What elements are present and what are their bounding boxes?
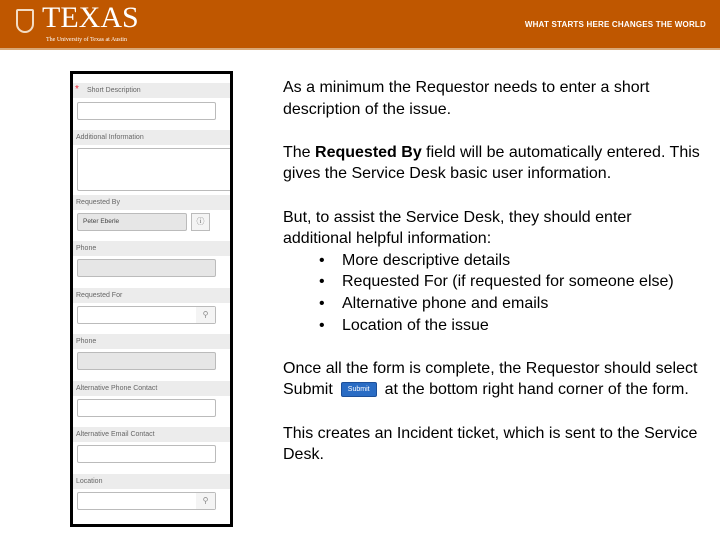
requested-by-emphasis: Requested By bbox=[315, 143, 422, 161]
label-text: Short Description bbox=[87, 87, 141, 94]
text: The bbox=[283, 143, 316, 161]
paragraph-3 bbox=[283, 207, 703, 337]
text: field will be automatically entered. This gives the Service Desk basic user information. bbox=[283, 143, 700, 183]
paragraph-4 bbox=[283, 358, 703, 401]
phone-label: Phone bbox=[73, 241, 233, 256]
bullet-item: • Location of the issue bbox=[319, 315, 703, 337]
instructions bbox=[283, 77, 703, 487]
short-description-label bbox=[73, 83, 233, 98]
bullet-list bbox=[319, 250, 703, 336]
search-icon[interactable]: ⚲ bbox=[196, 493, 215, 509]
submit-button-image: Submit bbox=[341, 382, 377, 397]
logo-subtitle: The University of Texas at Austin bbox=[46, 37, 127, 43]
short-description-input[interactable] bbox=[77, 102, 216, 120]
location-label: Location bbox=[73, 474, 233, 489]
logo-text: TEXAS bbox=[42, 1, 139, 34]
bullet-item: • More descriptive details bbox=[319, 250, 703, 272]
phone-input bbox=[77, 259, 216, 277]
requested-by-input[interactable]: Peter Eberle bbox=[77, 213, 187, 231]
location-input[interactable] bbox=[77, 492, 216, 510]
phone2-input bbox=[77, 352, 216, 370]
additional-information-label: Additional Information bbox=[73, 130, 233, 145]
incident-form-screenshot bbox=[70, 71, 233, 527]
alt-email-input[interactable] bbox=[77, 445, 216, 463]
required-asterisk-icon: * bbox=[75, 84, 79, 95]
search-icon[interactable]: ⚲ bbox=[196, 307, 215, 323]
bullet-item: • Alternative phone and emails bbox=[319, 293, 703, 315]
ut-shield-icon bbox=[16, 9, 34, 33]
bullet-item: • Requested For (if requested for someone else) bbox=[319, 271, 703, 293]
tagline: WHAT STARTS HERE CHANGES THE WORLD bbox=[524, 20, 706, 29]
paragraph-2 bbox=[283, 142, 703, 185]
phone2-label: Phone bbox=[73, 334, 233, 349]
paragraph-1: As a minimum the Requestor needs to enter a short description of the issue. bbox=[283, 79, 650, 118]
alt-email-label: Alternative Email Contact bbox=[73, 427, 233, 442]
header-banner bbox=[0, 0, 720, 50]
alt-phone-input[interactable] bbox=[77, 399, 216, 417]
info-icon[interactable]: ⓘ bbox=[191, 213, 210, 231]
text: at the bottom right hand corner of the form. bbox=[384, 381, 689, 399]
paragraph-5: This creates an Incident ticket, which is sent to the Service Desk. bbox=[283, 424, 698, 464]
text: But, to assist the Service Desk, they should enter additional helpful information: bbox=[283, 208, 632, 248]
requested-by-label: Requested By bbox=[73, 195, 233, 210]
requested-for-label: Requested For bbox=[73, 288, 233, 303]
alt-phone-label: Alternative Phone Contact bbox=[73, 381, 233, 396]
requested-for-input[interactable] bbox=[77, 306, 216, 324]
text: Once all the form is complete, the Requestor should select Submit bbox=[283, 359, 698, 399]
additional-information-textarea[interactable] bbox=[77, 148, 233, 191]
